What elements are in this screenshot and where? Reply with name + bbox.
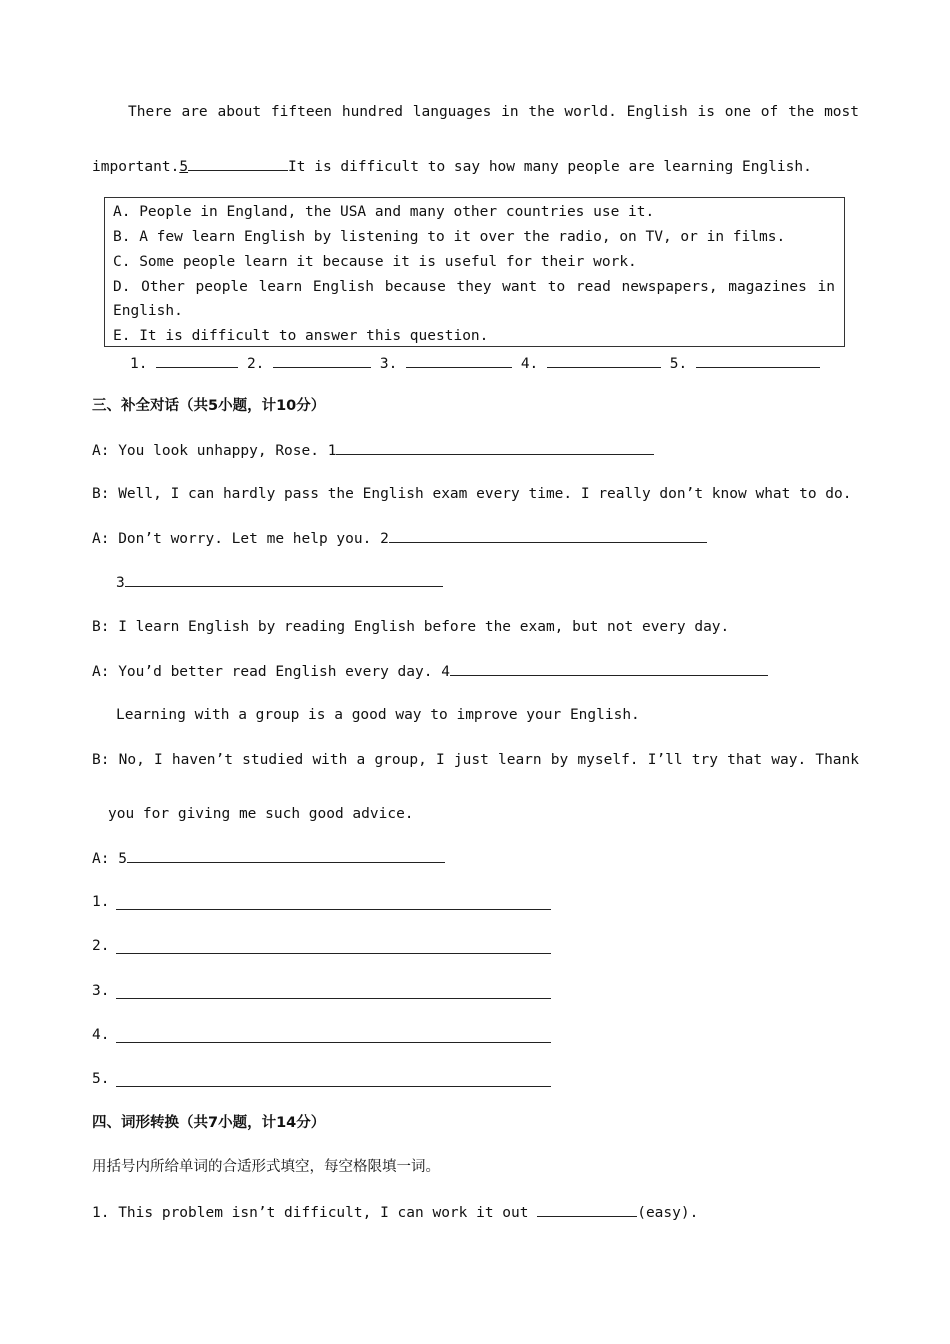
answer-blank[interactable] (547, 353, 661, 368)
answer-line[interactable] (116, 997, 551, 999)
dialogue-blank[interactable] (450, 661, 768, 676)
answer-row (130, 353, 820, 374)
question-blank[interactable] (537, 1202, 637, 1217)
answer-num: 3. (92, 983, 110, 999)
option-c: C. Some people learn it because it is useful for their work. (113, 254, 637, 270)
dialogue-b3-line2: you for giving me such good advice. (108, 806, 414, 822)
option-b: B. A few learn English by listening to it over the radio, on TV, or in films. (113, 229, 786, 245)
answer-line[interactable] (116, 908, 551, 910)
answer-blank[interactable] (156, 353, 238, 368)
answer-num: 2. (92, 938, 110, 954)
question-text: 1. This problem isn’t difficult, I can work it out (92, 1205, 538, 1221)
option-a: A. People in England, the USA and many other countries use it. (113, 204, 655, 220)
dialogue-blank[interactable] (336, 440, 654, 455)
options-box (104, 197, 845, 347)
answer-line[interactable] (116, 1085, 551, 1087)
blank-line (188, 156, 288, 171)
option-e: E. It is difficult to answer this question. (113, 328, 489, 344)
answer-line[interactable] (116, 1041, 551, 1043)
passage-line-2 (92, 156, 812, 177)
option-d-cont: English. (113, 303, 183, 319)
dialogue-a3b: Learning with a group is a good way to improve your English. (116, 707, 640, 723)
dialogue-a2b (116, 572, 443, 593)
blank-number: 5 (179, 159, 189, 175)
answer-num: 1. (92, 894, 110, 910)
dialogue-text: 3 (116, 575, 125, 591)
section-4-heading (92, 1113, 325, 1133)
dialogue-text: A: You’d better read English every day. 4 (92, 664, 450, 680)
dialogue-a2 (92, 528, 707, 549)
dialogue-text: A: 5 (92, 851, 127, 867)
dialogue-text: A: You look unhappy, Rose. 1 (92, 443, 337, 459)
dialogue-text: A: Don’t worry. Let me help you. 2 (92, 531, 389, 547)
passage-text: It is difficult to say how many people are learning English. (288, 159, 812, 175)
dialogue-blank[interactable] (389, 528, 707, 543)
dialogue-a1 (92, 440, 654, 461)
dialogue-a3 (92, 661, 768, 682)
question-hint: (easy). (637, 1205, 699, 1221)
answer-num: 4. (92, 1027, 110, 1043)
dialogue-b1: B: Well, I can hardly pass the English exam every time. I really don’t know what to do. (92, 486, 852, 502)
section-3-heading: 三、补全对话（共5小题，计10分） (92, 398, 326, 414)
dialogue-b3-line1: B: No, I haven’t studied with a group, I just learn by myself. I’ll try that way. Thank (92, 752, 859, 768)
answer-label: 3. (379, 356, 398, 372)
answer-label: 2. (246, 356, 265, 372)
answer-label: 5. (669, 356, 688, 372)
passage-text: important. (92, 159, 180, 175)
section-4-title: 四、词形转换（共7小题，计14分） (92, 1115, 326, 1131)
dialogue-a4 (92, 848, 445, 869)
section-4-instruction: 用括号内所给单词的合适形式填空，每空格限填一词。 (92, 1159, 440, 1175)
word-form-q1 (92, 1202, 698, 1223)
answer-blank[interactable] (406, 353, 512, 368)
dialogue-blank[interactable] (127, 848, 445, 863)
answer-label: 4. (520, 356, 539, 372)
answer-blank[interactable] (273, 353, 371, 368)
option-d: D. Other people learn English because they want to read newspapers, magazines in (113, 279, 835, 295)
dialogue-b2: B: I learn English by reading English before the exam, but not every day. (92, 619, 730, 635)
dialogue-blank[interactable] (125, 572, 443, 587)
answer-label: 1. (130, 356, 148, 372)
answer-line[interactable] (116, 952, 551, 954)
answer-num: 5. (92, 1071, 110, 1087)
passage-line-1: There are about fifteen hundred languages in the world. English is one of the most (128, 104, 859, 120)
answer-blank[interactable] (696, 353, 820, 368)
